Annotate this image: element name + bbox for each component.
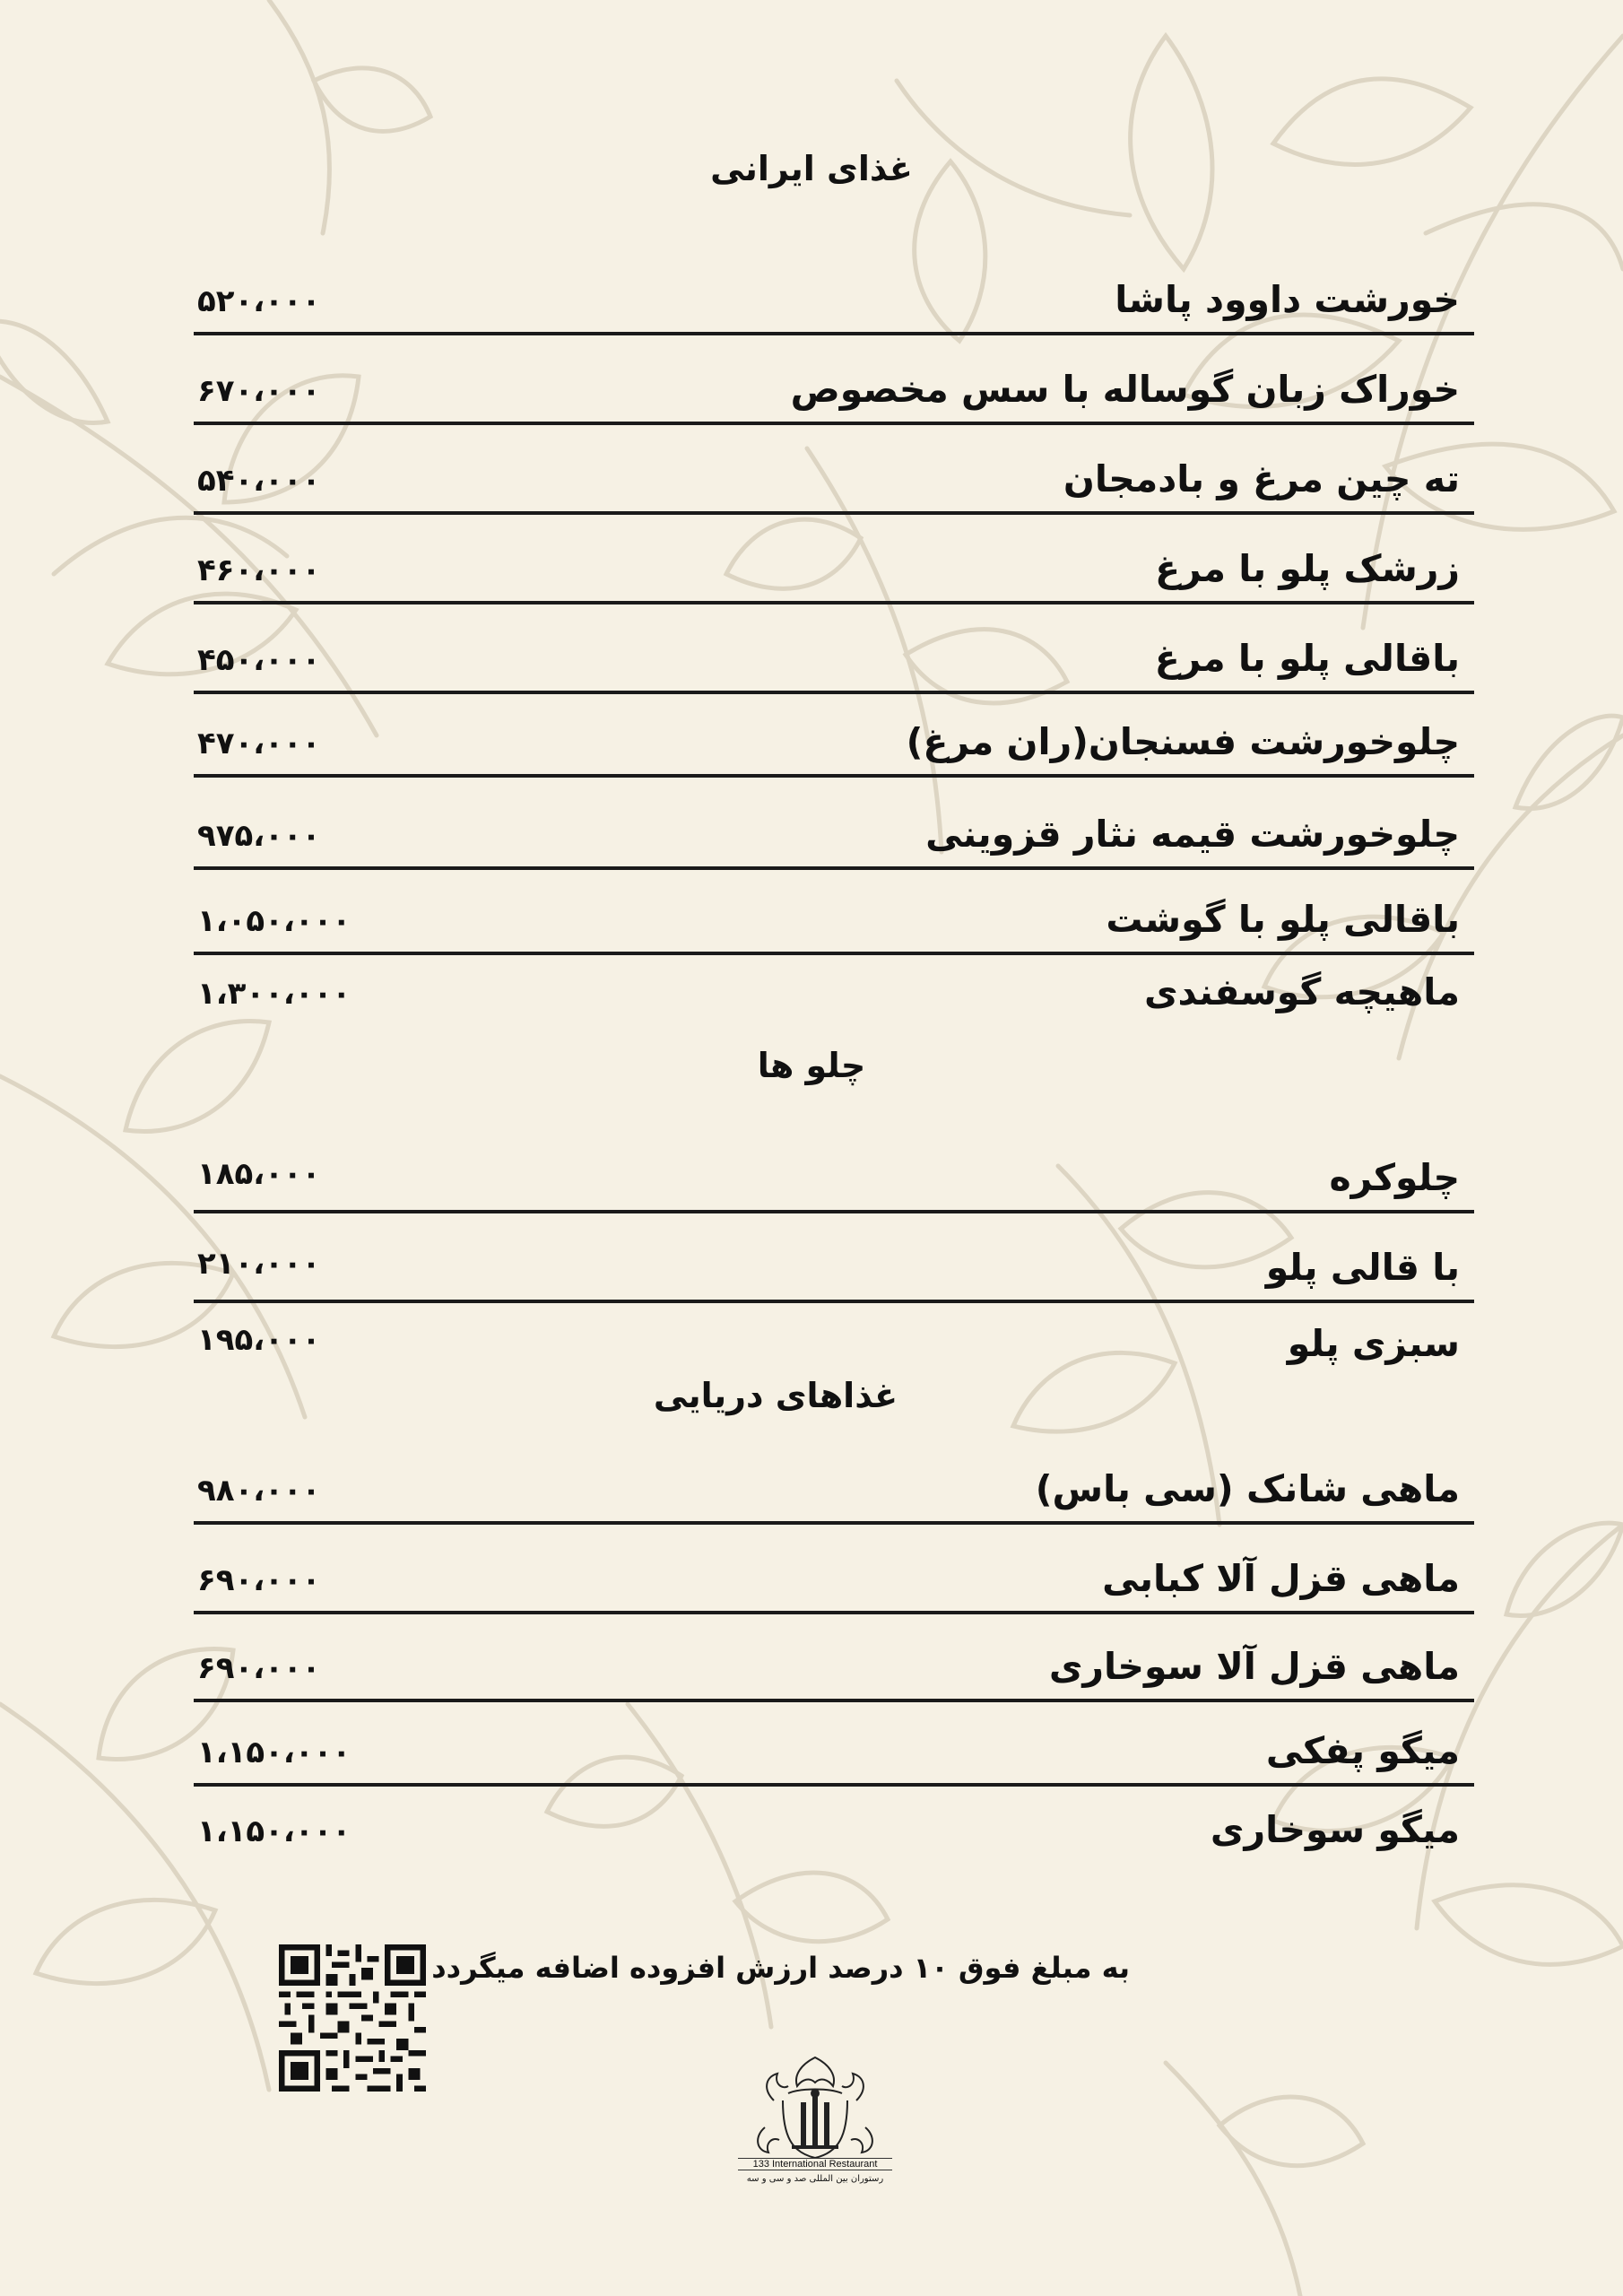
menu-item-name: میگو سوخاری <box>1210 1808 1460 1851</box>
row-divider <box>194 1699 1474 1702</box>
menu-item-name: خورشت داوود پاشا <box>1115 278 1460 321</box>
menu-item-row <box>197 273 1462 335</box>
menu-item-row <box>197 715 1462 778</box>
menu-item-price: ۱۸۵،۰۰۰ <box>197 1156 321 1192</box>
menu-item-row <box>197 631 1462 694</box>
menu-item-price: ۱،۱۵۰،۰۰۰ <box>197 1813 352 1849</box>
row-divider <box>194 332 1474 335</box>
menu-item-name: چلوخورشت قیمه نثار قزوینی <box>925 813 1460 856</box>
menu-item-row <box>197 1462 1462 1525</box>
menu-item-name: باقالی پلو با مرغ <box>1154 637 1460 680</box>
menu-item-name: باقالی پلو با گوشت <box>1106 898 1460 941</box>
menu-item-price: ۹۷۵،۰۰۰ <box>197 818 321 854</box>
logo-text-english: 133 International Restaurant <box>738 2158 892 2170</box>
menu-item-price: ۲۱۰،۰۰۰ <box>197 1246 321 1282</box>
menu-item-row <box>197 362 1462 425</box>
menu-item-row <box>197 542 1462 604</box>
menu-item-name: ماهیچه گوسفندی <box>1143 970 1460 1013</box>
menu-item-name: زرشک پلو با مرغ <box>1155 547 1460 590</box>
menu-item-row <box>197 807 1462 870</box>
menu-item-price: ۱،۱۵۰،۰۰۰ <box>197 1735 352 1770</box>
menu-item-row <box>197 1552 1462 1614</box>
menu-item-price: ۴۶۰،۰۰۰ <box>197 552 321 588</box>
menu-item-price: ۱،۳۰۰،۰۰۰ <box>197 976 352 1012</box>
menu-item-row <box>197 452 1462 515</box>
section-title-iranian-food: غذای ایرانی <box>710 149 913 188</box>
menu-item-price: ۵۲۰،۰۰۰ <box>197 283 321 319</box>
section-title-seafood: غذاهای دریایی <box>653 1376 898 1415</box>
menu-item-name: میگو پفکی <box>1265 1729 1460 1772</box>
menu-item-price: ۶۹۰،۰۰۰ <box>197 1562 321 1598</box>
menu-item-row <box>197 969 1462 1022</box>
row-divider <box>194 1611 1474 1614</box>
row-divider <box>194 1210 1474 1213</box>
qr-code-icon[interactable] <box>279 1944 426 2092</box>
row-divider <box>194 601 1474 604</box>
menu-item-row <box>197 1317 1462 1370</box>
row-divider <box>194 1521 1474 1525</box>
row-divider <box>194 1783 1474 1787</box>
vat-note: به مبلغ فوق ۱۰ درصد ارزش افزوده اضافه میگردد <box>431 1951 1130 1985</box>
row-divider <box>194 1300 1474 1303</box>
row-divider <box>194 774 1474 778</box>
menu-item-price: ۴۵۰،۰۰۰ <box>197 642 321 678</box>
menu-item-row <box>197 1639 1462 1702</box>
menu-item-price: ۹۸۰،۰۰۰ <box>197 1473 321 1509</box>
logo-text-persian: رستوران بین المللی صد و سی و سه <box>746 2174 884 2184</box>
menu-item-name: ماهی قزل آلا کبابی <box>1102 1557 1460 1600</box>
menu-item-name: چلوکره <box>1329 1156 1460 1199</box>
row-divider <box>194 866 1474 870</box>
menu-item-row <box>197 1724 1462 1787</box>
row-divider <box>194 511 1474 515</box>
menu-item-price: ۴۷۰،۰۰۰ <box>197 726 321 761</box>
menu-item-row <box>197 892 1462 955</box>
section-title-rice-dishes: چلو ها <box>757 1046 866 1085</box>
menu-item-price: ۶۷۰،۰۰۰ <box>197 373 321 409</box>
menu-item-name: ماهی شانک (سی باس) <box>1035 1467 1460 1510</box>
row-divider <box>194 422 1474 425</box>
row-divider <box>194 952 1474 955</box>
row-divider <box>194 691 1474 694</box>
menu-item-row <box>197 1803 1462 1866</box>
menu-item-price: ۵۴۰،۰۰۰ <box>197 463 321 499</box>
menu-item-name: با قالی پلو <box>1265 1246 1460 1289</box>
menu-item-price: ۱۹۵،۰۰۰ <box>197 1322 321 1358</box>
menu-item-name: ماهی قزل آلا سوخاری <box>1048 1645 1460 1688</box>
menu-item-name: سبزی پلو <box>1287 1322 1460 1365</box>
menu-item-price: ۶۹۰،۰۰۰ <box>197 1650 321 1686</box>
menu-item-row <box>197 1151 1462 1213</box>
menu-item-price: ۱،۰۵۰،۰۰۰ <box>197 903 352 939</box>
menu-item-name: خوراک زبان گوساله با سس مخصوص <box>790 368 1460 411</box>
menu-item-row <box>197 1240 1462 1303</box>
menu-item-name: ته چین مرغ و بادمجان <box>1063 457 1460 500</box>
menu-item-name: چلوخورشت فسنجان(ران مرغ) <box>906 720 1460 763</box>
